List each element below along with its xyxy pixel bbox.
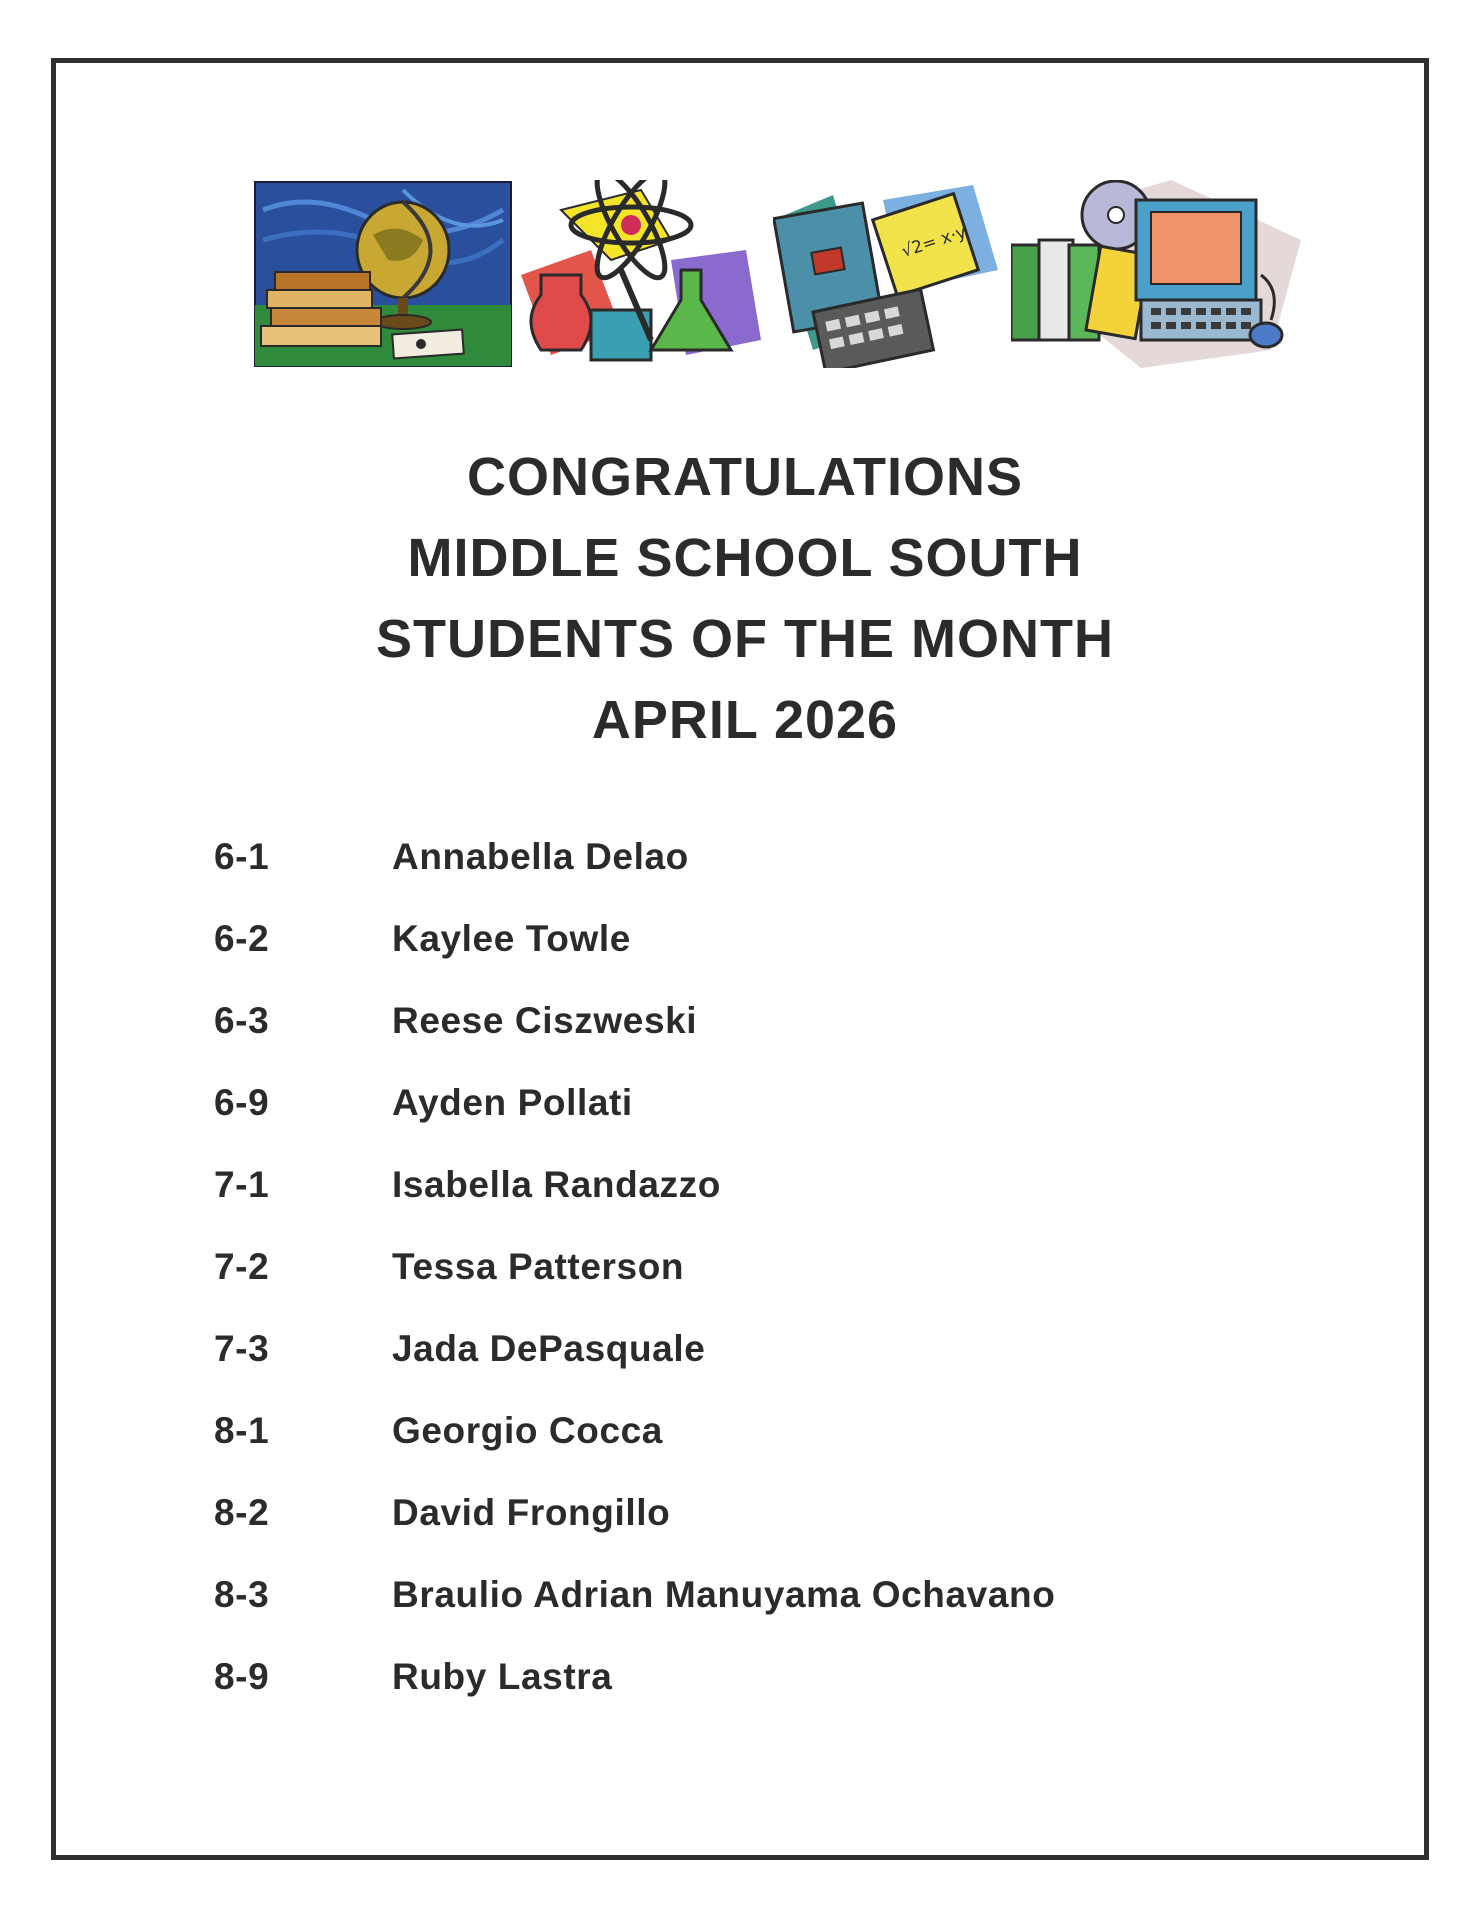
student-name: Kaylee Towle [392, 918, 631, 959]
homeroom-label: 7-1 [214, 1164, 270, 1205]
math-calculator-icon [773, 180, 1003, 368]
student-name: Annabella Delao [392, 836, 689, 877]
math-note-text: √2= x·y [899, 222, 969, 262]
computer-books-icon [1011, 180, 1301, 368]
announcement-title [56, 437, 1434, 761]
student-row [214, 1327, 1314, 1409]
student-row [214, 917, 1314, 999]
students-list [214, 835, 1314, 1737]
homeroom-label: 6-9 [214, 1082, 270, 1123]
homeroom-label: 8-3 [214, 1574, 270, 1615]
student-row [214, 1163, 1314, 1245]
student-row [214, 1409, 1314, 1491]
title-students-of-month: STUDENTS OF THE MONTH [376, 609, 1114, 669]
student-name: Braulio Adrian Manuyama Ochavano [392, 1574, 1056, 1615]
student-row [214, 1245, 1314, 1327]
homeroom-label: 8-9 [214, 1656, 270, 1697]
globe-books-icon [253, 180, 513, 368]
science-lab-icon [521, 180, 766, 368]
student-row [214, 1081, 1314, 1163]
student-row [214, 1573, 1314, 1655]
student-row [214, 835, 1314, 917]
student-name: Reese Ciszweski [392, 1000, 698, 1041]
student-row [214, 1491, 1314, 1573]
title-congratulations: CONGRATULATIONS [467, 447, 1023, 507]
homeroom-label: 7-3 [214, 1328, 270, 1369]
student-row [214, 1655, 1314, 1737]
student-name: Georgio Cocca [392, 1410, 663, 1451]
homeroom-label: 6-3 [214, 1000, 270, 1041]
homeroom-label: 6-2 [214, 918, 270, 959]
student-name: Isabella Randazzo [392, 1164, 721, 1205]
student-name: Ayden Pollati [392, 1082, 633, 1123]
student-name: Jada DePasquale [392, 1328, 706, 1369]
school-clipart-banner [253, 180, 1345, 430]
student-name: David Frongillo [392, 1492, 671, 1533]
title-month-year: APRIL 2026 [591, 690, 899, 750]
homeroom-label: 7-2 [214, 1246, 270, 1287]
homeroom-label: 6-1 [214, 836, 270, 877]
student-name: Ruby Lastra [392, 1656, 613, 1697]
page-border-frame [51, 58, 1429, 1860]
homeroom-label: 8-1 [214, 1410, 270, 1451]
title-school-name: MIDDLE SCHOOL SOUTH [407, 528, 1083, 588]
student-row [214, 999, 1314, 1081]
homeroom-label: 8-2 [214, 1492, 270, 1533]
student-name: Tessa Patterson [392, 1246, 685, 1287]
